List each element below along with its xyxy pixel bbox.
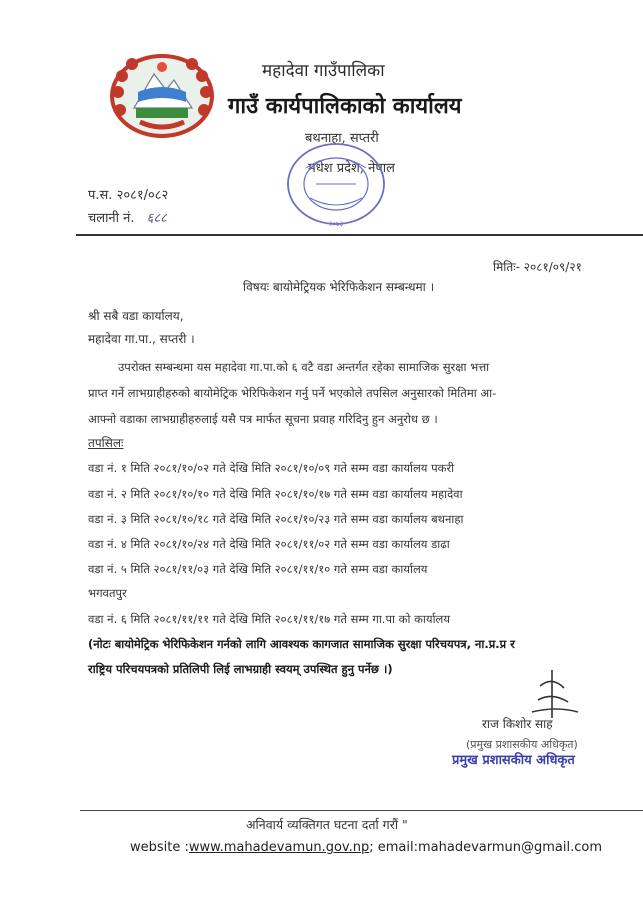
office-address-line2: मधेश प्रदेश, नेपाल: [308, 161, 395, 176]
website-label: website :: [130, 840, 189, 855]
ward-line: भगवतपुर: [88, 586, 127, 600]
ward-line: वडा नं. ६ मिति २०८१/११/११ गते देखि मिति २०८१/११/१७ गते सम्म गा.पा को कार्यालय: [88, 612, 451, 626]
ward-line: वडा नं. ५ मिति २०८१/११/०३ गते देखि मिति २०८१/११/१० गते सम्म वडा कार्यालय: [88, 562, 428, 576]
ward-line: वडा नं. १ मिति २०८१/१०/०२ गते देखि मिति २०८१/१०/०९ गते सम्म वडा कार्यालय पकरी: [88, 461, 455, 475]
footer-contact: [130, 840, 602, 855]
signer-name: राज किशोर साह: [482, 717, 553, 731]
body-line-1: उपरोक्त सम्बन्धमा यस महादेवा गा.पा.को ६ वटै वडा अन्तर्गत रहेका सामाजिक सुरक्षा भत्ता: [118, 360, 490, 374]
letter-date: मितिः- २०८१/०९/२१: [493, 260, 582, 274]
note-line-2: राष्ट्रिय परिचयपत्रको प्रतिलिपी लिई लाभग्राही स्वयम् उपस्थित हुनु पर्नेछ ।): [88, 662, 393, 676]
office-name: महादेवा गाउँपालिका: [262, 61, 385, 81]
email-text: ; email:mahadevarmun@gmail.com: [369, 840, 602, 855]
dispatch-number: [88, 208, 167, 226]
dispatch-label: चलानी नं.: [88, 211, 135, 226]
ward-line: वडा नं. २ मिति २०८१/१०/१० गते देखि मिति २०८१/१०/१७ गते सम्म वडा कार्यालय महादेवा: [88, 487, 463, 501]
website-link[interactable]: www.mahadevamun.gov.np: [188, 840, 370, 855]
signer-title-handwritten: (प्रमुख प्रशासकीय अधिकृत): [466, 738, 578, 751]
recipient-line1: श्री सबै वडा कार्यालय,: [88, 309, 184, 323]
letter-subject: विषयः बायोमेट्रियक भेरिफिकेशन सम्बन्धमा ।: [243, 280, 435, 294]
round-office-seal-icon: [282, 138, 390, 230]
body-line-2: प्राप्त गर्ने लाभग्राहीहरुको बायोमेट्रिक भेरिफिकेशन गर्नु पर्ने भएकोले तपसिल अनुसारको मितिमा आ-: [88, 386, 497, 400]
nepal-emblem-icon: [108, 52, 216, 140]
ward-line: वडा नं. ४ मिति २०८१/१०/२४ गते देखि मिति २०८१/११/०२ गते सम्म वडा कार्यालय डाढा: [88, 537, 450, 551]
ward-line: वडा नं. ३ मिति २०८१/१०/१८ गते देखि मिति २०८१/१०/२३ गते सम्म वडा कार्यालय बथनाहा: [88, 512, 464, 526]
office-title: गाउँ कार्यपालिकाको कार्यालय: [228, 93, 462, 119]
dispatch-value: ६८८: [146, 211, 167, 226]
recipient-line2: महादेवा गा.पा., सप्तरी ।: [88, 332, 195, 346]
footer-divider: [80, 810, 643, 811]
office-address-line1: बथनाहा, सप्तरी: [305, 131, 379, 146]
note-line-1: (नोटः बायोमेट्रिक भेरिफिकेशन गर्नको लागि आवश्यक कागजात सामाजिक सुरक्षा परिचयपत्र, ना.प्र.प्र र: [88, 637, 515, 651]
seal-year: २०७३: [328, 220, 344, 228]
details-heading: तपसिलः: [88, 436, 124, 450]
header-divider: [76, 234, 643, 236]
signer-title-stamp: प्रमुख प्रशासकीय अधिकृत: [452, 753, 575, 768]
body-line-3: आफ्नो वडाका लाभग्राहीहरुलाई यसै पत्र मार्फत सूचना प्रवाह गरिदिनु हुन अनुरोध छ ।: [88, 412, 438, 426]
reference-number: प.स. २०८१/०८२: [88, 188, 169, 203]
footer-slogan: अनिवार्य व्यक्तिगत घटना दर्ता गरौं ": [246, 817, 408, 832]
